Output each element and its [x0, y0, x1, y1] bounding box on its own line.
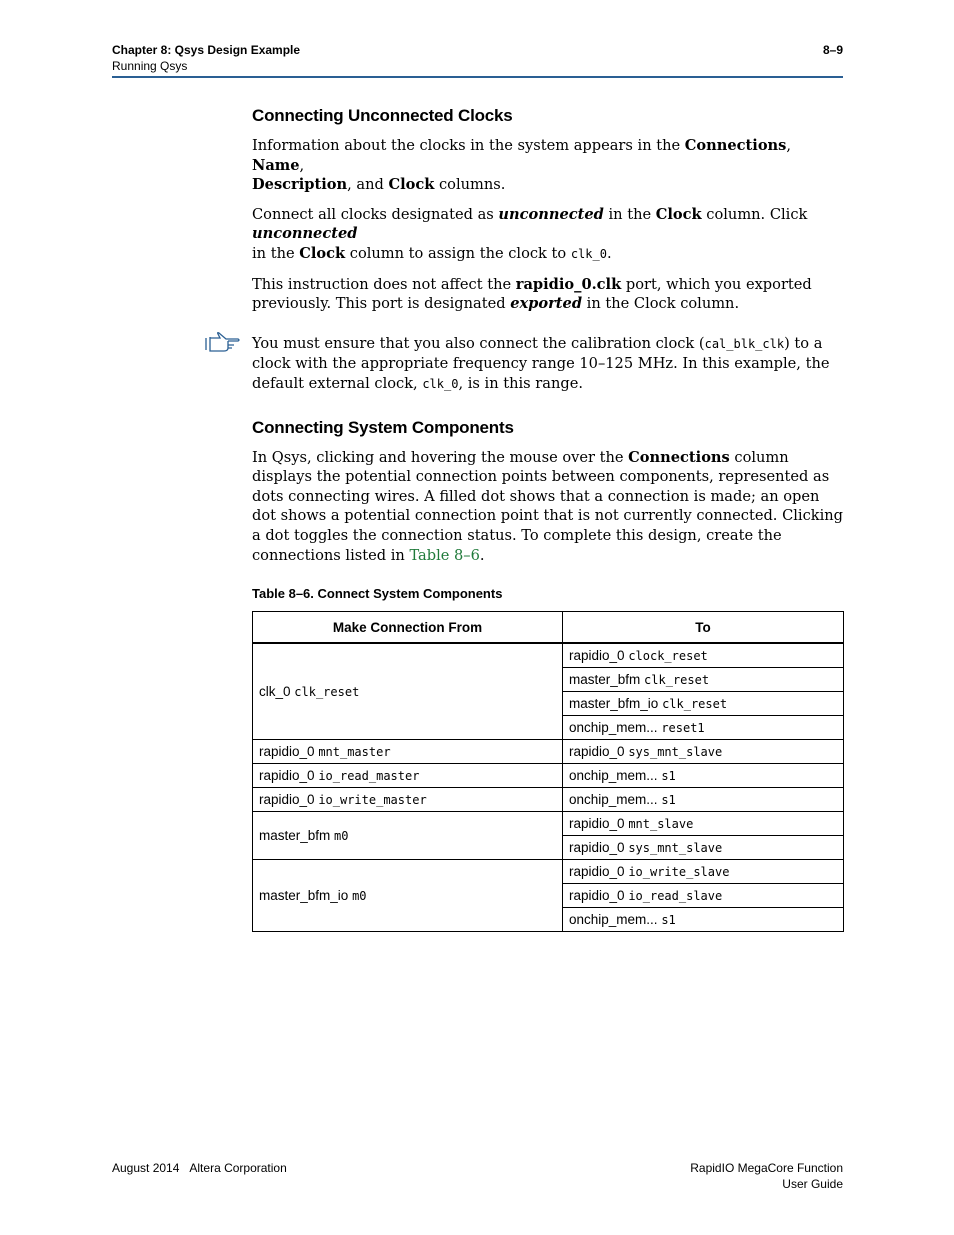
to-cell [563, 716, 844, 740]
from-cell [253, 643, 563, 740]
port-name: clk_reset [644, 673, 710, 688]
port-name: reset1 [661, 721, 705, 736]
paragraph: This instruction does not affect the rapidio_0.clk port, which you exported previously. This port is designated exported in the Clock column. [252, 275, 812, 313]
to-cell [563, 692, 844, 716]
pointing-hand-icon [204, 332, 240, 354]
port-name: s1 [661, 793, 676, 808]
port-name: m0 [334, 829, 349, 844]
from-cell [253, 860, 563, 932]
from-cell [253, 788, 563, 812]
component-name: master_bfm_io [259, 888, 349, 904]
port-name: sys_mnt_slave [628, 745, 723, 760]
component-name: rapidio_0 [569, 840, 625, 856]
port-name: clk_reset [662, 697, 728, 712]
port-name: s1 [661, 913, 676, 928]
table-row [253, 812, 844, 836]
to-cell [563, 884, 844, 908]
table-row [253, 740, 844, 764]
to-cell [563, 836, 844, 860]
table-row [253, 860, 844, 884]
port-name: io_write_slave [628, 865, 730, 880]
from-cell [253, 764, 563, 788]
port-name: clock_reset [628, 649, 708, 664]
component-name: rapidio_0 [259, 792, 315, 808]
component-name: master_bfm [569, 672, 641, 688]
port-name: mnt_slave [628, 817, 694, 832]
component-name: master_bfm_io [569, 696, 659, 712]
component-name: rapidio_0 [569, 648, 625, 664]
component-name: onchip_mem... [569, 792, 658, 808]
port-name: s1 [661, 769, 676, 784]
section-heading-clocks: Connecting Unconnected Clocks [252, 106, 513, 125]
to-cell [563, 860, 844, 884]
main-content [252, 105, 844, 932]
to-cell [563, 908, 844, 932]
page-header [112, 42, 843, 74]
table-row [253, 764, 844, 788]
component-name: rapidio_0 [569, 888, 625, 904]
port-name: io_read_master [318, 769, 420, 784]
component-name: onchip_mem... [569, 768, 658, 784]
component-name: onchip_mem... [569, 720, 658, 736]
component-name: rapidio_0 [569, 744, 625, 760]
from-cell [253, 812, 563, 860]
component-name: rapidio_0 [569, 864, 625, 880]
page-footer [112, 1160, 843, 1191]
component-name: clk_0 [259, 684, 291, 700]
component-name: rapidio_0 [259, 768, 315, 784]
footer-product: RapidIO MegaCore Function [690, 1161, 843, 1175]
connections-table [252, 611, 844, 932]
to-cell [563, 764, 844, 788]
chapter-title: Chapter 8: Qsys Design Example [112, 43, 301, 57]
footer-date: August 2014 [112, 1161, 180, 1175]
to-cell [563, 643, 844, 668]
table-header: Make Connection From [253, 612, 563, 644]
section-heading-components: Connecting System Components [252, 417, 514, 437]
table-caption: Table 8–6. Connect System Components [252, 586, 503, 602]
port-name: m0 [352, 889, 367, 904]
port-name: io_read_slave [628, 889, 723, 904]
to-cell [563, 740, 844, 764]
port-name: clk_reset [294, 685, 360, 700]
to-cell [563, 812, 844, 836]
footer-company: Altera Corporation [189, 1161, 287, 1175]
port-name: mnt_master [318, 745, 391, 760]
from-cell [253, 740, 563, 764]
paragraph: In Qsys, clicking and hovering the mouse over the Connections column displays the potential connection points between components, represented as dots connecting wires. A filled dot shows that a connection is made; an open dot shows a potential connection point that is not currently connected. Clicking a dot toggles the connection status. To complete this design, create the connections listed in Table 8–6. [252, 448, 843, 564]
component-name: onchip_mem... [569, 912, 658, 928]
component-name: rapidio_0 [569, 816, 625, 832]
component-name: rapidio_0 [259, 744, 315, 760]
footer-guide: User Guide [782, 1177, 843, 1191]
page-number: 8–9 [822, 43, 843, 57]
to-cell [563, 788, 844, 812]
table-link[interactable]: Table 8–6 [409, 546, 480, 564]
table-row [253, 788, 844, 812]
port-name: sys_mnt_slave [628, 841, 723, 856]
port-name: io_write_master [318, 793, 427, 808]
paragraph: Connect all clocks designated as unconnected in the Clock column. Click unconnected in the Clock column to assign the clock to clk_0. [252, 205, 808, 262]
section-title: Running Qsys [112, 59, 188, 73]
component-name: master_bfm [259, 828, 331, 844]
table-header: To [563, 612, 844, 644]
table-row [253, 643, 844, 668]
header-rule [112, 76, 843, 78]
to-cell [563, 668, 844, 692]
paragraph: Information about the clocks in the system appears in the Connections, Name, Description, and Clock columns. [252, 137, 792, 194]
note-paragraph: You must ensure that you also connect the calibration clock (cal_blk_clk) to a clock with the appropriate frequency range 10–125 MHz. In this example, the default external clock, clk_0, is in this range. [252, 334, 844, 395]
